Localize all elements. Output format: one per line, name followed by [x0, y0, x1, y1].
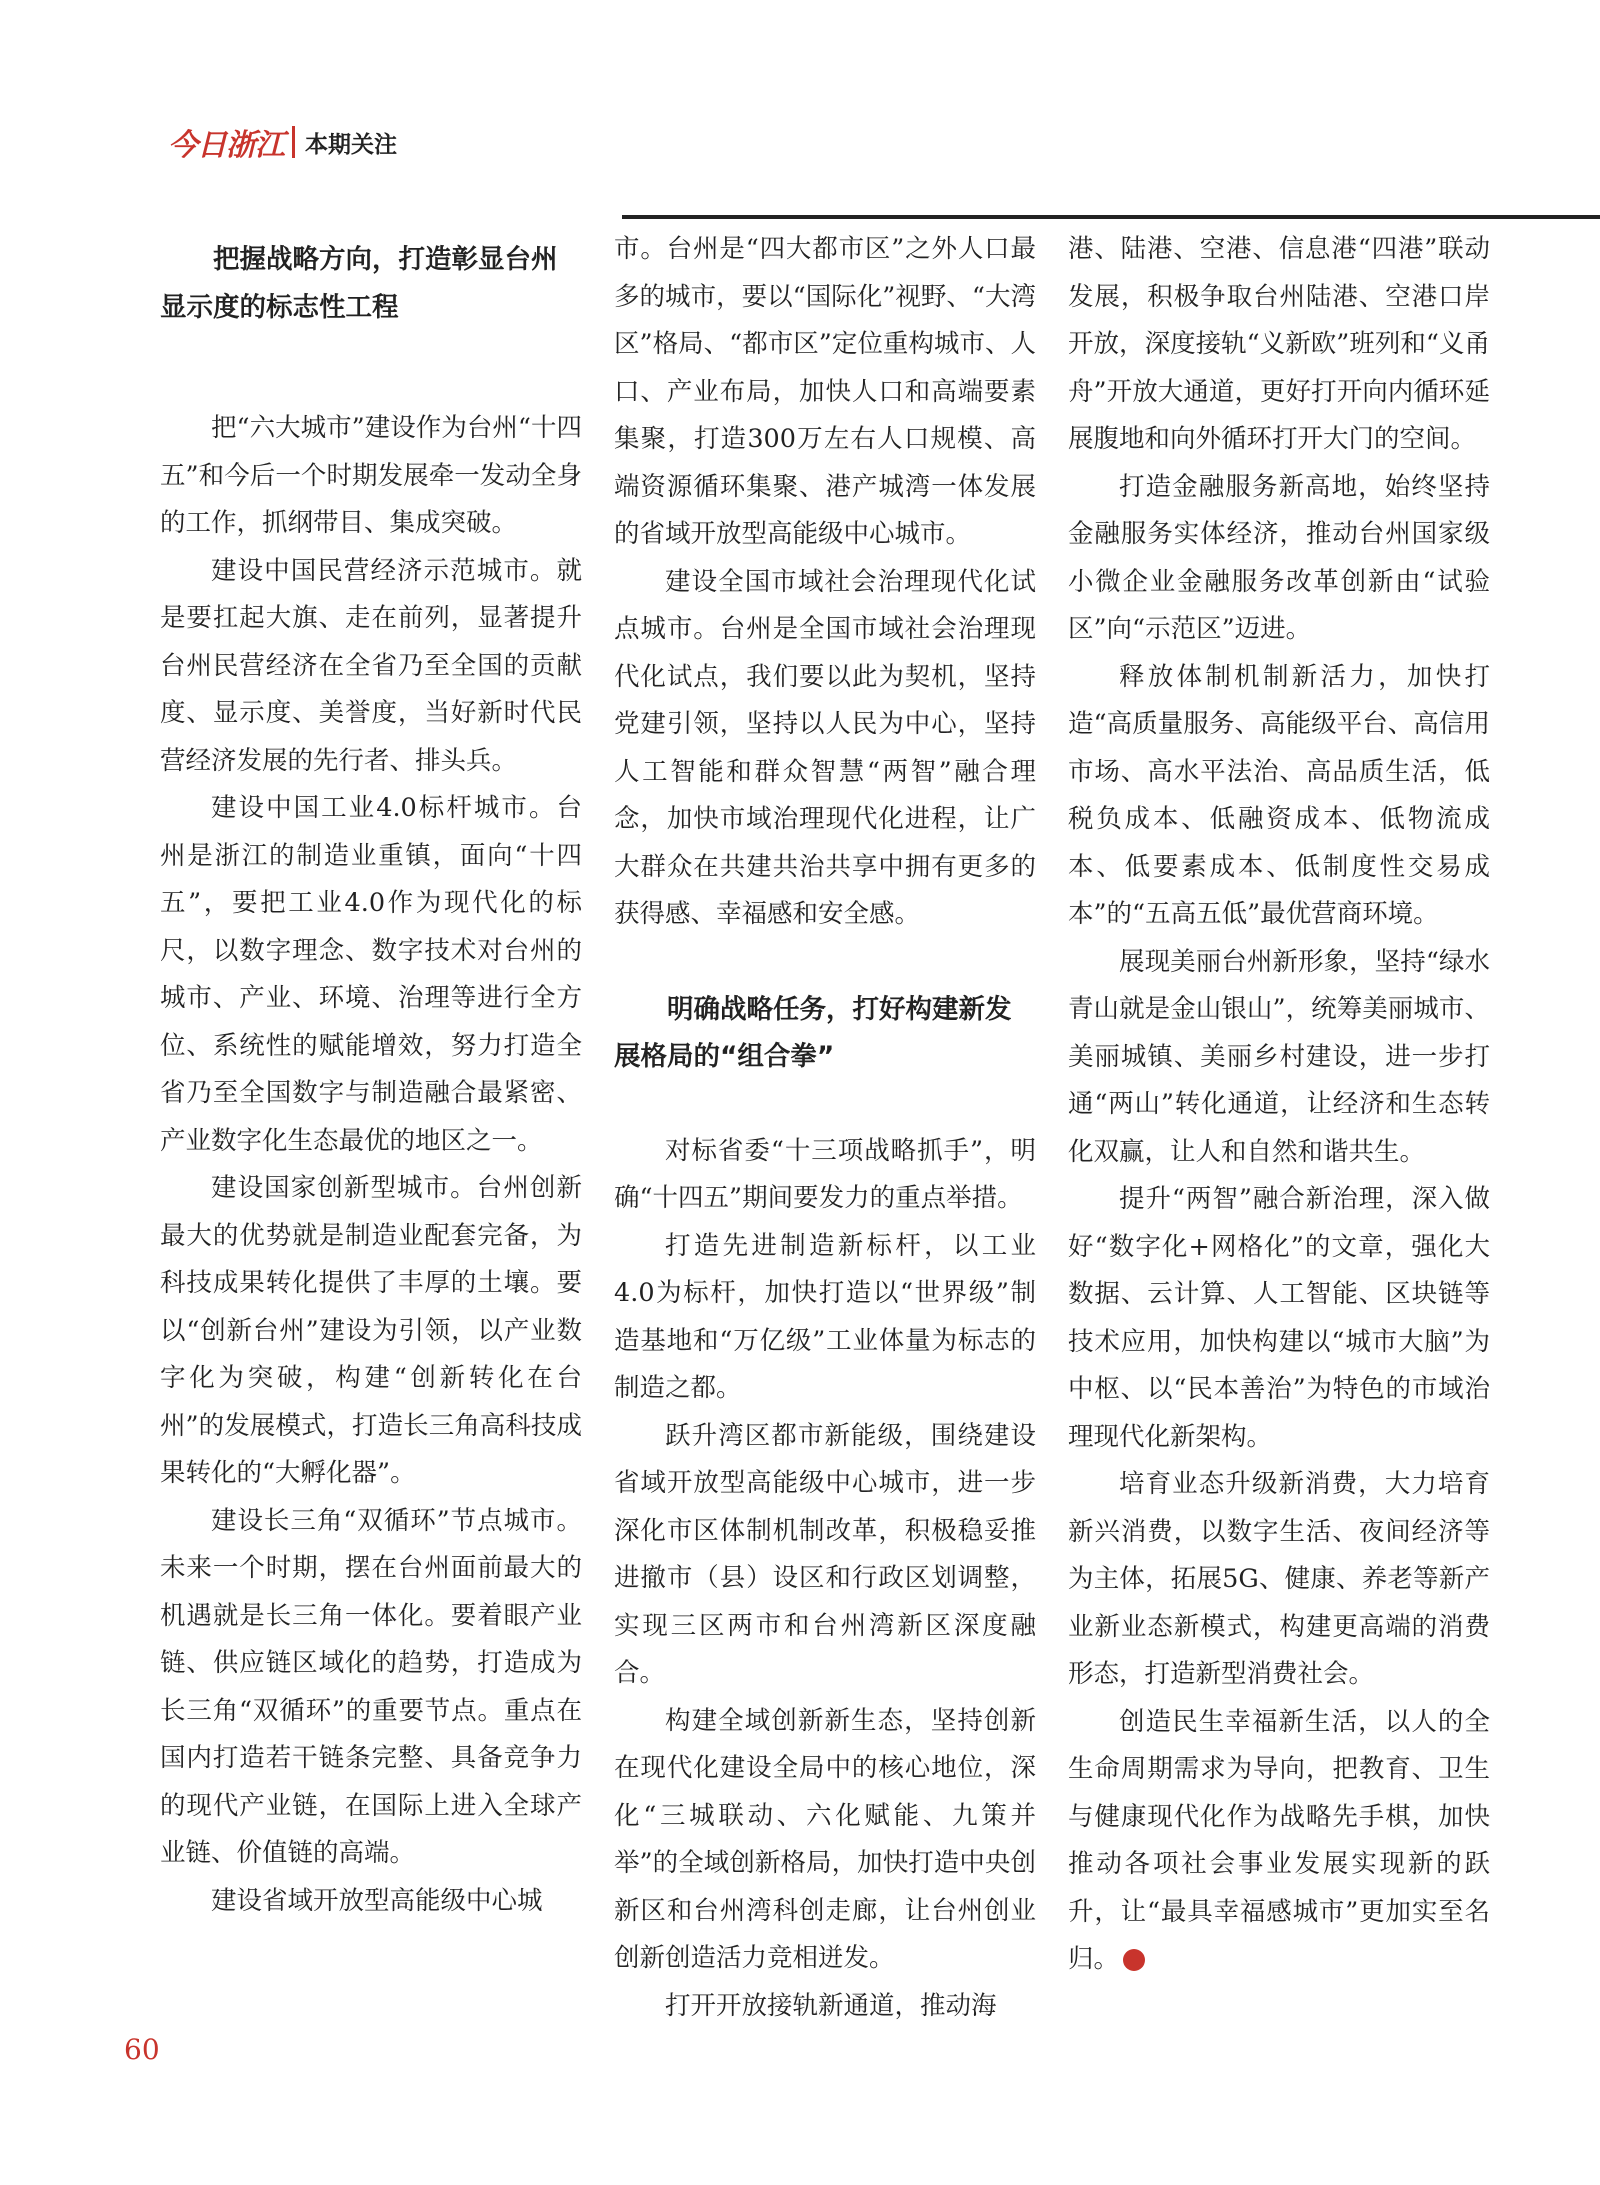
- column-3: [1068, 226, 1490, 1984]
- magazine-logo: 今日浙江: [168, 128, 284, 163]
- paragraph: 建设国家创新型城市。台州创新最大的优势就是制造业配套完备，为科技成果转化提供了丰厚的土壤。要以“创新台州”建设为引领，以产业数字化为突破，构建“创新转化在台州”的发展模式，打造长三角高科技成果转化的“大孵化器”。: [160, 1173, 582, 1488]
- paragraph: 把“六大城市”建设作为台州“十四五”和今后一个时期发展牵一发动全身的工作，抓纲带目、集成突破。: [160, 413, 582, 538]
- paragraph: 提升“两智”融合新治理，深入做好“数字化+网格化”的文章，强化大数据、云计算、人工智能、区块链等技术应用，加快构建以“城市大脑”为中枢、以“民本善治”为特色的市域治理现代化新架构。: [1068, 1184, 1490, 1452]
- masthead-divider: [292, 126, 295, 158]
- column-2: [614, 226, 1036, 2030]
- paragraph: 打造金融服务新高地，始终坚持金融服务实体经济，推动台州国家级小微企业金融服务改革创新由“试验区”向“示范区”迈进。: [1068, 471, 1490, 644]
- section-label: 本期关注: [305, 131, 397, 158]
- paragraph: 展现美丽台州新形象，坚持“绿水青山就是金山银山”，统筹美丽城市、美丽城镇、美丽乡村建设，进一步打通“两山”转化通道，让经济和生态转化双赢，让人和自然和谐共生。: [1068, 946, 1490, 1167]
- paragraph-final: [1068, 1699, 1490, 1984]
- paragraph: 跃升湾区都市新能级，围绕建设省域开放型高能级中心城市，进一步深化市区体制机制改革，积极稳妥推进撤市（县）设区和行政区划调整，实现三区两市和台州湾新区深度融合。: [614, 1420, 1036, 1688]
- paragraph-continued: 港、陆港、空港、信息港“四港”联动发展，积极争取台州陆港、空港口岸开放，深度接轨“义新欧”班列和“义甬舟”开放大通道，更好打开向内循环延展腹地和向外循环打开大门的空间。: [1068, 234, 1490, 454]
- paragraph: 建设中国民营经济示范城市。就是要扛起大旗、走在前列，显著提升台州民营经济在全省乃至全国的贡献度、显示度、美誉度，当好新时代民营经济发展的先行者、排头兵。: [160, 555, 582, 776]
- paragraph: 培育业态升级新消费，大力培育新兴消费，以数字生活、夜间经济等为主体，拓展5G、健康、养老等新产业新业态新模式，构建更高端的消费形态，打造新型消费社会。: [1068, 1469, 1490, 1689]
- page-number: 60: [124, 2033, 160, 2066]
- paragraph: 释放体制机制新活力，加快打造“高质量服务、高能级平台、高信用市场、高水平法治、高品质生活，低税负成本、低融资成本、低物流成本、低要素成本、低制度性交易成本”的“五高五低”最优营商环境。: [1068, 661, 1490, 929]
- paragraph: 对标省委“十三项战略抓手”，明确“十四五”期间要发力的重点举措。: [614, 1135, 1036, 1213]
- masthead: [168, 120, 397, 164]
- final-text: 创造民生幸福新生活，以人的全生命周期需求为导向，把教育、卫生与健康现代化作为战略先手棋，加快推动各项社会事业发展实现新的跃升，让“最具幸福感城市”更加实至名归。: [1068, 1706, 1490, 1974]
- section-heading-2: 明确战略任务，打好构建新发展格局的“组合拳”: [614, 993, 1012, 1072]
- paragraph: 建设中国工业4.0标杆城市。台州是浙江的制造业重镇，面向“十四五”，要把工业4.0作为现代化的标尺，以数字理念、数字技术对台州的城市、产业、环境、治理等进行全方位、系统性的赋能增效，努力打造全省乃至全国数字与制造融合最紧密、产业数字化生态最优的地区之一。: [160, 793, 582, 1156]
- paragraph: 建设长三角“双循环”节点城市。未来一个时期，摆在台州面前最大的机遇就是长三角一体化。要着眼产业链、供应链区域化的趋势，打造成为长三角“双循环”的重要节点。重点在国内打造若干链条完整、具备竞争力的现代产业链，在国际上进入全球产业链、价值链的高端。: [160, 1505, 582, 1868]
- paragraph: 建设省域开放型高能级中心城: [211, 1885, 543, 1916]
- end-mark-icon: [1123, 1949, 1145, 1971]
- paragraph: 打造先进制造新标杆，以工业4.0为标杆，加快打造以“世界级”制造基地和“万亿级”工业体量为标志的制造之都。: [614, 1230, 1036, 1403]
- column-1: [160, 236, 582, 1925]
- paragraph: 构建全域创新新生态，坚持创新在现代化建设全局中的核心地位，深化“三城联动、六化赋能、九策并举”的全域创新格局，加快打造中央创新区和台州湾科创走廊，让台州创业创新创造活力竞相迸发。: [614, 1705, 1036, 1973]
- paragraph: 建设全国市域社会治理现代化试点城市。台州是全国市域社会治理现代化试点，我们要以此为契机，坚持党建引领，坚持以人民为中心，坚持人工智能和群众智慧“两智”融合理念，加快市域治理现代化进程，让广大群众在共建共治共享中拥有更多的获得感、幸福感和安全感。: [614, 566, 1036, 929]
- paragraph: 打开开放接轨新通道，推动海: [665, 1990, 997, 2021]
- paragraph-continued: 市。台州是“四大都市区”之外人口最多的城市，要以“国际化”视野、“大湾区”格局、“都市区”定位重构城市、人口、产业布局，加快人口和高端要素集聚，打造300万左右人口规模、高端资源循环集聚、港产城湾一体发展的省域开放型高能级中心城市。: [614, 234, 1036, 549]
- top-rule: [622, 215, 1600, 219]
- section-heading-1: 把握战略方向，打造彰显台州显示度的标志性工程: [160, 244, 558, 323]
